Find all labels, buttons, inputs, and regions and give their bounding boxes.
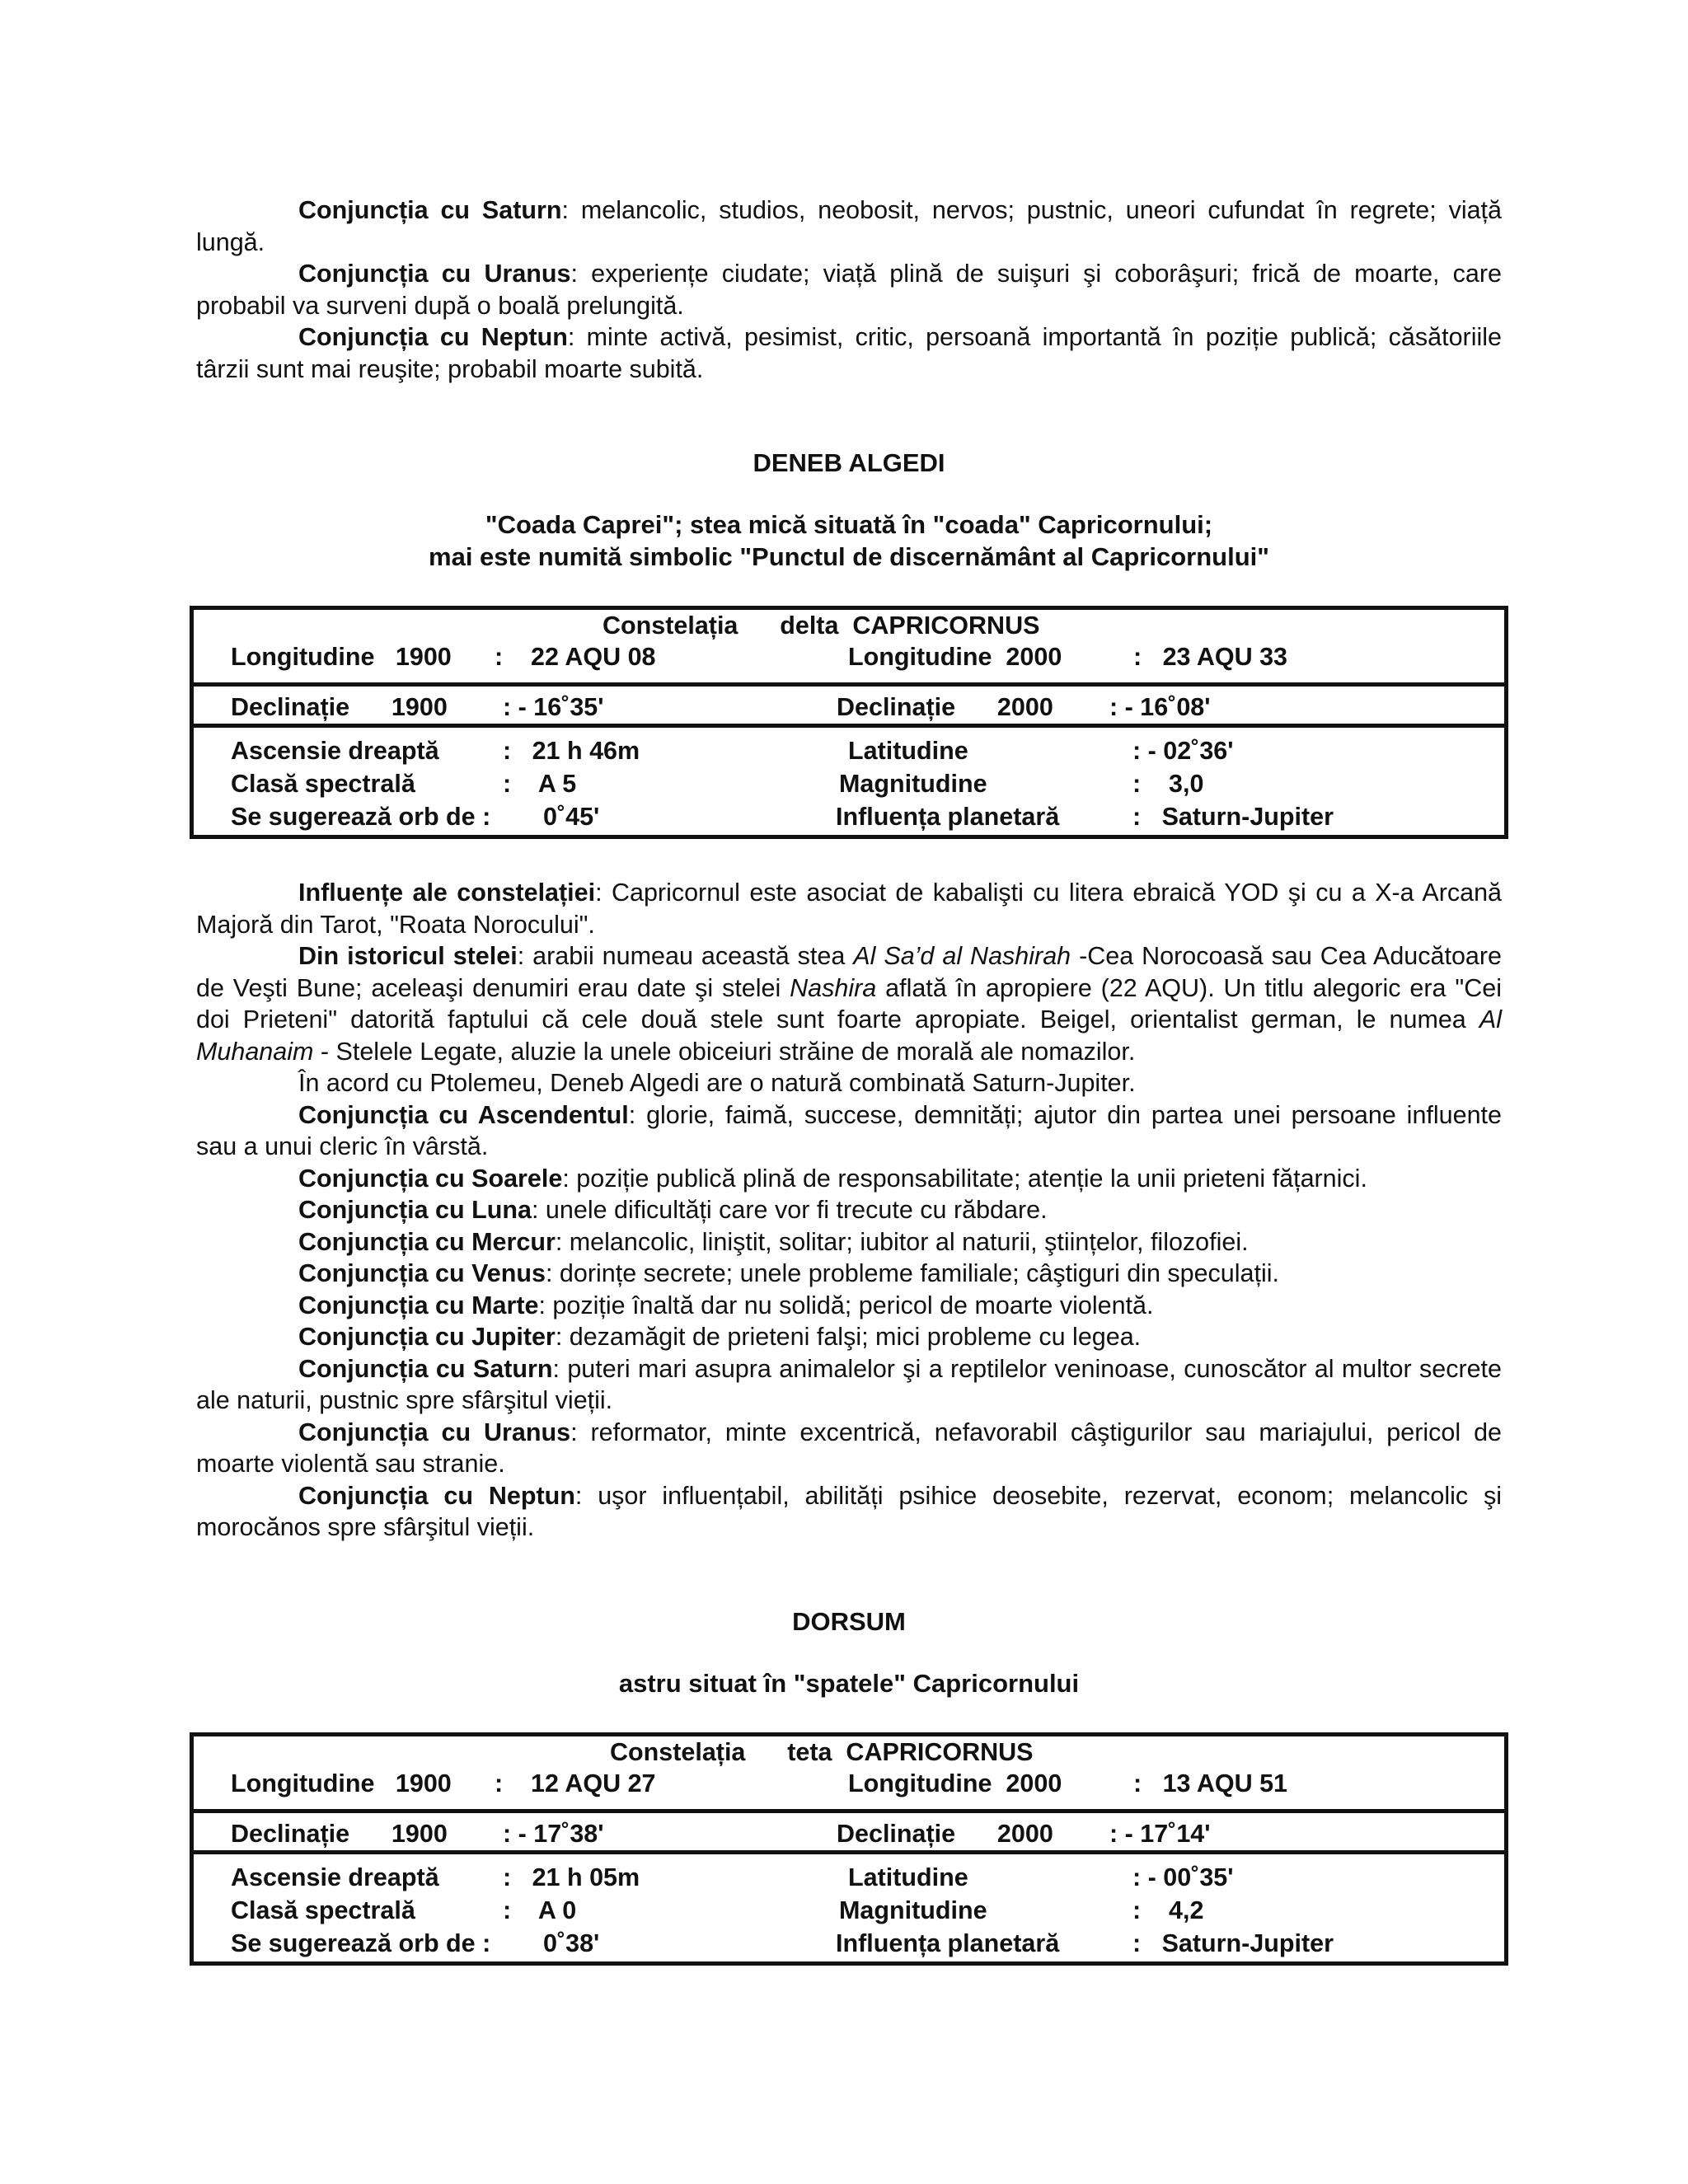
latitude-value: : - 02˚36ʹ xyxy=(1132,737,1234,765)
table-section-coordinates xyxy=(194,610,1504,682)
paragraph xyxy=(196,1163,1502,1195)
orb-label: Se sugerează orb de : xyxy=(231,803,491,831)
longitude-1900-label: Longitudine 1900 xyxy=(231,1769,452,1797)
longitude-2000-value: : 13 AQU 51 xyxy=(1133,1769,1288,1797)
table-section-properties xyxy=(194,724,1504,835)
paragraph-text: : glorie, faimă, succese, demnități; ajutor din partea unei persoane influente sau a unui cleric în vârstă. xyxy=(196,1100,1502,1160)
paragraph-text: : melancolic, studios, neobosit, nervos; pustnic, uneori cufundat în regrete; viață lungă. xyxy=(196,196,1502,256)
spectral-class-label: Clasă spectrală xyxy=(231,1896,415,1924)
declination-1900-label: Declinație 1900 xyxy=(231,693,448,721)
orb-value: 0˚45ʹ xyxy=(543,803,600,831)
paragraph-text: În acord cu Ptolemeu, Deneb Algedi are o natură combinată Saturn-Jupiter. xyxy=(298,1069,1136,1097)
orb-label: Se sugerează orb de : xyxy=(231,1929,491,1957)
paragraph-text: : puteri mari asupra animalelor şi a reptilelor veninoase, cunoscător al multor secrete ale naturii, pustnic spre sfârşitul vieții. xyxy=(196,1354,1502,1414)
paragraph xyxy=(196,321,1502,385)
spectral-class-label: Clasă spectrală xyxy=(231,770,415,798)
constellation-label: Constelația teta CAPRICORNUS xyxy=(610,1737,1034,1766)
section-title: DENEB ALGEDI xyxy=(753,448,945,477)
declination-2000-label: Declinație 2000 xyxy=(837,693,1053,721)
latitude-value: : - 00˚35ʹ xyxy=(1132,1863,1234,1891)
table-section-coordinates xyxy=(194,1736,1504,1809)
section-title: DORSUM xyxy=(792,1606,906,1636)
paragraph xyxy=(196,1226,1502,1258)
planetary-influence-label: Influența planetară xyxy=(836,803,1060,831)
section-subtitle: astru situat în "spatele" Capricornului xyxy=(618,1668,1080,1698)
paragraph xyxy=(196,1321,1502,1353)
paragraph-italic: Nashira xyxy=(790,973,877,1002)
magnitude-value: : 4,2 xyxy=(1132,1896,1204,1924)
paragraph-term: Conjuncția cu Neptun xyxy=(298,1481,575,1510)
intro-paragraphs xyxy=(196,194,1502,385)
paragraph-text: : dorințe secrete; unele probleme familiale; câştiguri din speculații. xyxy=(545,1259,1280,1287)
longitude-1900-label: Longitudine 1900 xyxy=(231,643,452,671)
paragraph-text: : poziție publică plină de responsabilitate; atenție la unii prieteni fățarnici. xyxy=(562,1164,1367,1193)
paragraph xyxy=(196,1099,1502,1163)
paragraph-text: : arabii numeau această stea xyxy=(517,942,854,970)
declination-1900-label: Declinație 1900 xyxy=(231,1819,448,1848)
paragraph xyxy=(196,1290,1502,1322)
paragraph xyxy=(196,1417,1502,1480)
paragraph-term: Conjuncția cu Mercur xyxy=(298,1227,556,1256)
paragraph xyxy=(196,940,1502,1067)
document-page xyxy=(196,194,1502,1966)
paragraph-term: Influențe ale constelației xyxy=(298,879,596,907)
latitude-label: Latitudine xyxy=(848,1863,968,1891)
paragraph-text: : melancolic, liniştit, solitar; iubitor al naturii, ştiințelor, filozofiei. xyxy=(555,1227,1249,1256)
paragraph-term: Conjuncția cu Soarele xyxy=(298,1164,563,1193)
paragraph-text: aflată în apropiere (22 AQU). Un titlu alegoric era "Cei doi Prieteni" datorită faptului că cele două stele sunt foarte apropiate. Beigel, orientalist german, le numea xyxy=(196,973,1502,1033)
paragraph-italic: Al Sa’d al Nashirah xyxy=(853,942,1071,970)
paragraph xyxy=(196,194,1502,258)
right-ascension-value: : 21 h 46m xyxy=(503,737,640,765)
paragraph-term: Conjuncția cu Jupiter xyxy=(298,1323,556,1351)
paragraph xyxy=(196,1353,1502,1417)
longitude-1900-value: : 12 AQU 27 xyxy=(495,1769,656,1797)
paragraph-text: : minte activă, pesimist, critic, persoană importantă în poziție publică; căsătoriile târzii sunt mai reuşite; probabil moarte subită. xyxy=(196,323,1502,383)
declination-2000-label: Declinație 2000 xyxy=(837,1819,1053,1848)
magnitude-label: Magnitudine xyxy=(839,770,987,798)
conjunction-term: Conjuncția cu Saturn xyxy=(298,196,562,224)
paragraph-text: -Cea Norocoasă sau Cea Aducătoare de Veşti Bune; aceleaşi denumiri erau date şi stelei xyxy=(196,942,1502,1002)
magnitude-label: Magnitudine xyxy=(839,1896,987,1924)
paragraph-text: : dezamăgit de prieteni falşi; mici probleme cu legea. xyxy=(555,1323,1142,1351)
deneb-paragraphs xyxy=(196,877,1502,1544)
star-data-table xyxy=(190,606,1508,839)
paragraph-term: Conjuncția cu Marte xyxy=(298,1291,539,1319)
paragraph-term: Din istoricul stelei xyxy=(298,942,518,970)
table-section-declination xyxy=(194,1809,1504,1850)
paragraph-text: : experiențe ciudate; viață plină de suişuri şi coborâşuri; frică de moarte, care probabil va surveni după o boală prelungită. xyxy=(196,260,1502,320)
paragraph xyxy=(196,1258,1502,1290)
table-section-declination xyxy=(194,682,1504,724)
right-ascension-value: : 21 h 05m xyxy=(503,1863,640,1891)
planetary-influence-value: : Saturn-Jupiter xyxy=(1132,1929,1334,1957)
paragraph-text: - Stelele Legate, aluzie la unele obiceiuri străine de morală ale nomazilor. xyxy=(313,1037,1136,1066)
paragraph xyxy=(196,1480,1502,1544)
table-section-properties xyxy=(194,1850,1504,1961)
paragraph xyxy=(196,258,1502,321)
magnitude-value: : 3,0 xyxy=(1132,770,1204,798)
star-data-table xyxy=(190,1732,1508,1966)
paragraph-text: : uşor influențabil, abilități psihice deosebite, rezervat, econom; melancolic şi morocănos spre sfârşitul vieții. xyxy=(196,1481,1502,1541)
right-ascension-label: Ascensie dreaptă xyxy=(231,1863,439,1891)
paragraph-text: : unele dificultăți care vor fi trecute cu răbdare. xyxy=(531,1196,1048,1224)
paragraph-text: : poziție înaltă dar nu solidă; pericol de moarte violentă. xyxy=(538,1291,1154,1319)
section-subtitle: mai este numită simbolic "Punctul de discernământ al Capricornului" xyxy=(429,542,1269,571)
longitude-2000-label: Longitudine 2000 xyxy=(848,643,1062,671)
spectral-class-value: : A 5 xyxy=(503,770,577,798)
conjunction-term: Conjuncția cu Uranus xyxy=(298,260,571,288)
paragraph xyxy=(196,877,1502,940)
paragraph-term: Conjuncția cu Uranus xyxy=(298,1418,571,1446)
declination-2000-value: : - 16˚08ʹ xyxy=(1109,693,1211,721)
paragraph-term: Conjuncția cu Ascendentul xyxy=(298,1100,629,1129)
latitude-label: Latitudine xyxy=(848,737,968,765)
longitude-2000-label: Longitudine 2000 xyxy=(848,1769,1062,1797)
paragraph-italic: Al Muhanaim xyxy=(196,1005,1502,1066)
planetary-influence-label: Influența planetară xyxy=(836,1929,1060,1957)
constellation-label: Constelația delta CAPRICORNUS xyxy=(603,612,1040,640)
paragraph-term: Conjuncția cu Saturn xyxy=(298,1354,553,1383)
paragraph-text: : reformator, minte excentrică, nefavorabil câştigurilor sau mariajului, pericol de moarte violentă sau stranie. xyxy=(196,1418,1502,1478)
paragraph xyxy=(196,1067,1502,1099)
declination-1900-value: : - 17˚38ʹ xyxy=(503,1819,604,1848)
spectral-class-value: : A 0 xyxy=(503,1896,577,1924)
right-ascension-label: Ascensie dreaptă xyxy=(231,737,439,765)
declination-1900-value: : - 16˚35ʹ xyxy=(503,693,604,721)
paragraph-term: Conjuncția cu Venus xyxy=(298,1259,546,1287)
planetary-influence-value: : Saturn-Jupiter xyxy=(1132,803,1334,831)
longitude-1900-value: : 22 AQU 08 xyxy=(495,643,656,671)
paragraph-text: : Capricornul este asociat de kabalişti cu litera ebraică YOD şi cu a X-a Arcană Majoră din Tarot, "Roata Norocului". xyxy=(196,879,1502,939)
declination-2000-value: : - 17˚14ʹ xyxy=(1109,1819,1211,1848)
longitude-2000-value: : 23 AQU 33 xyxy=(1133,643,1288,671)
paragraph xyxy=(196,1194,1502,1226)
conjunction-term: Conjuncția cu Neptun xyxy=(298,323,568,351)
orb-value: 0˚38ʹ xyxy=(543,1929,600,1957)
paragraph-term: Conjuncția cu Luna xyxy=(298,1196,532,1224)
section-subtitle: "Coada Caprei"; stea mică situată în "coada" Capricornului; xyxy=(485,510,1213,539)
